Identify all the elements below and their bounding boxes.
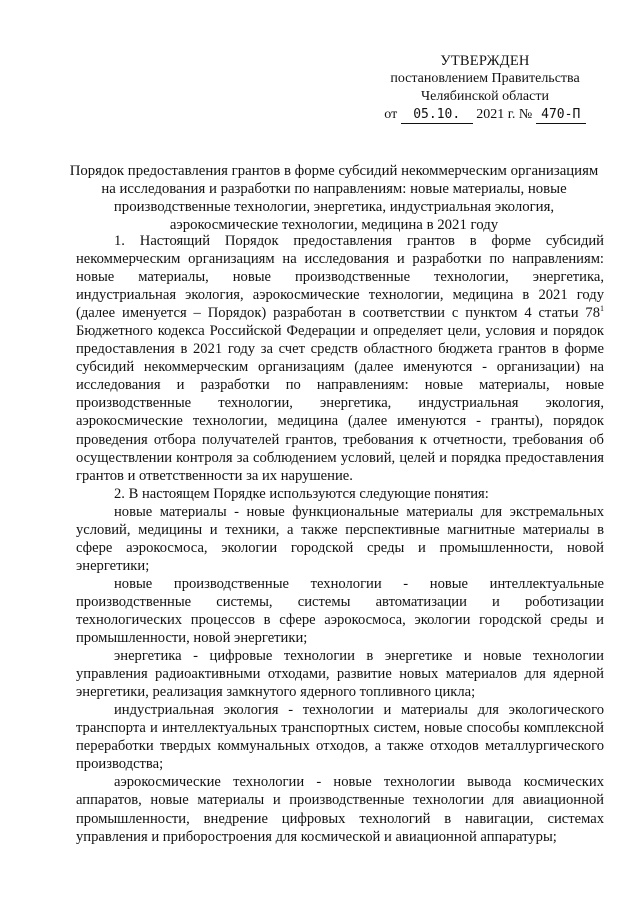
paragraph-energy: энергетика - цифровые технологии в энергетике и новые технологии управления радиоактивными отходами, развитие новых материалов для ядерной энергетики, реализация замкнутого ядерного топливного цикла; [76, 648, 604, 701]
approval-date-line [380, 106, 590, 124]
year-text: 2021 г. № [476, 107, 533, 122]
document-body [76, 232, 604, 846]
paragraph-2: 2. В настоящем Порядке используются следующие понятия: [114, 485, 489, 502]
paragraph-1-part-a: 1. Настоящий Порядок предоставления грантов в форме субсидий некоммерческим организациям на исследования и разработки по направлениям: новые материалы, новые производственные технологии, энергетика, индустриальная экология, аэрокосмические технологии, медицина в 2021 году (далее именуется – Порядок) разработан в соответствии с пунктом 4 статьи 78 [76, 233, 604, 322]
paragraph-production-technologies: новые производственные технологии - новые интеллектуальные производственные системы, системы автоматизации и роботизации технологических процессов в сфере аэрокосмоса, экологии городской среды и промышленности, новой энергетики; [76, 575, 604, 647]
date-value: 05.10. [401, 107, 473, 124]
date-prefix: от [384, 107, 398, 122]
approval-stamp-block [380, 52, 590, 124]
article-superscript: 1 [600, 304, 604, 314]
document-title: Порядок предоставления грантов в форме субсидий некоммерческим организациям на исследования и разработки по направлениям: новые материалы, новые производственные технологии, энергетика, индустриальная экология, аэрокосмические технологии, медицина в 2021 году [69, 163, 599, 233]
approval-heading: УТВЕРЖДЕН [440, 53, 530, 69]
paragraph-aerospace: аэрокосмические технологии - новые технологии вывода космических аппаратов, новые материалы и производственные технологии для авиационной промышленности, внедрение цифровых технологий в навигации, системах управления и приборостроения для космической и авиационной аппаратуры; [76, 774, 604, 845]
decree-number: 470-П [536, 107, 586, 124]
paragraph-1-part-b: Бюджетного кодекса Российской Федерации и определяет цели, условия и порядок предоставления в 2021 году за счет средств областного бюджета грантов в форме субсидий некоммерческим организациям (далее именуются - организации) на исследования и разработки по направлениям: новые материалы, новые производственные технологии, энергетика, индустриальная экология, аэрокосмические технологии, медицина (далее именуются - гранты), порядок проведения отбора получателей грантов, требования к отчетности, требования об осуществлении контроля за соблюдением условий, целей и порядка предоставления грантов и ответственности за их нарушение. [76, 323, 604, 484]
approval-line-1: постановлением Правительства [390, 71, 580, 86]
paragraph-industrial-ecology: индустриальная экология - технологии и материалы для экологического транспорта и интеллектуальных транспортных систем, новые способы комплексной переработки твердых коммунальных отходов, а также отходов металлургического производства; [76, 702, 604, 773]
paragraph-1 [76, 232, 604, 485]
approval-line-2: Челябинской области [421, 89, 549, 104]
paragraph-new-materials: новые материалы - новые функциональные материалы для экстремальных условий, медицины и техники, а также перспективные магнитные материалы в сфере аэрокосмоса, экологии городской среды и промышленности, новой энергетики; [76, 503, 604, 574]
